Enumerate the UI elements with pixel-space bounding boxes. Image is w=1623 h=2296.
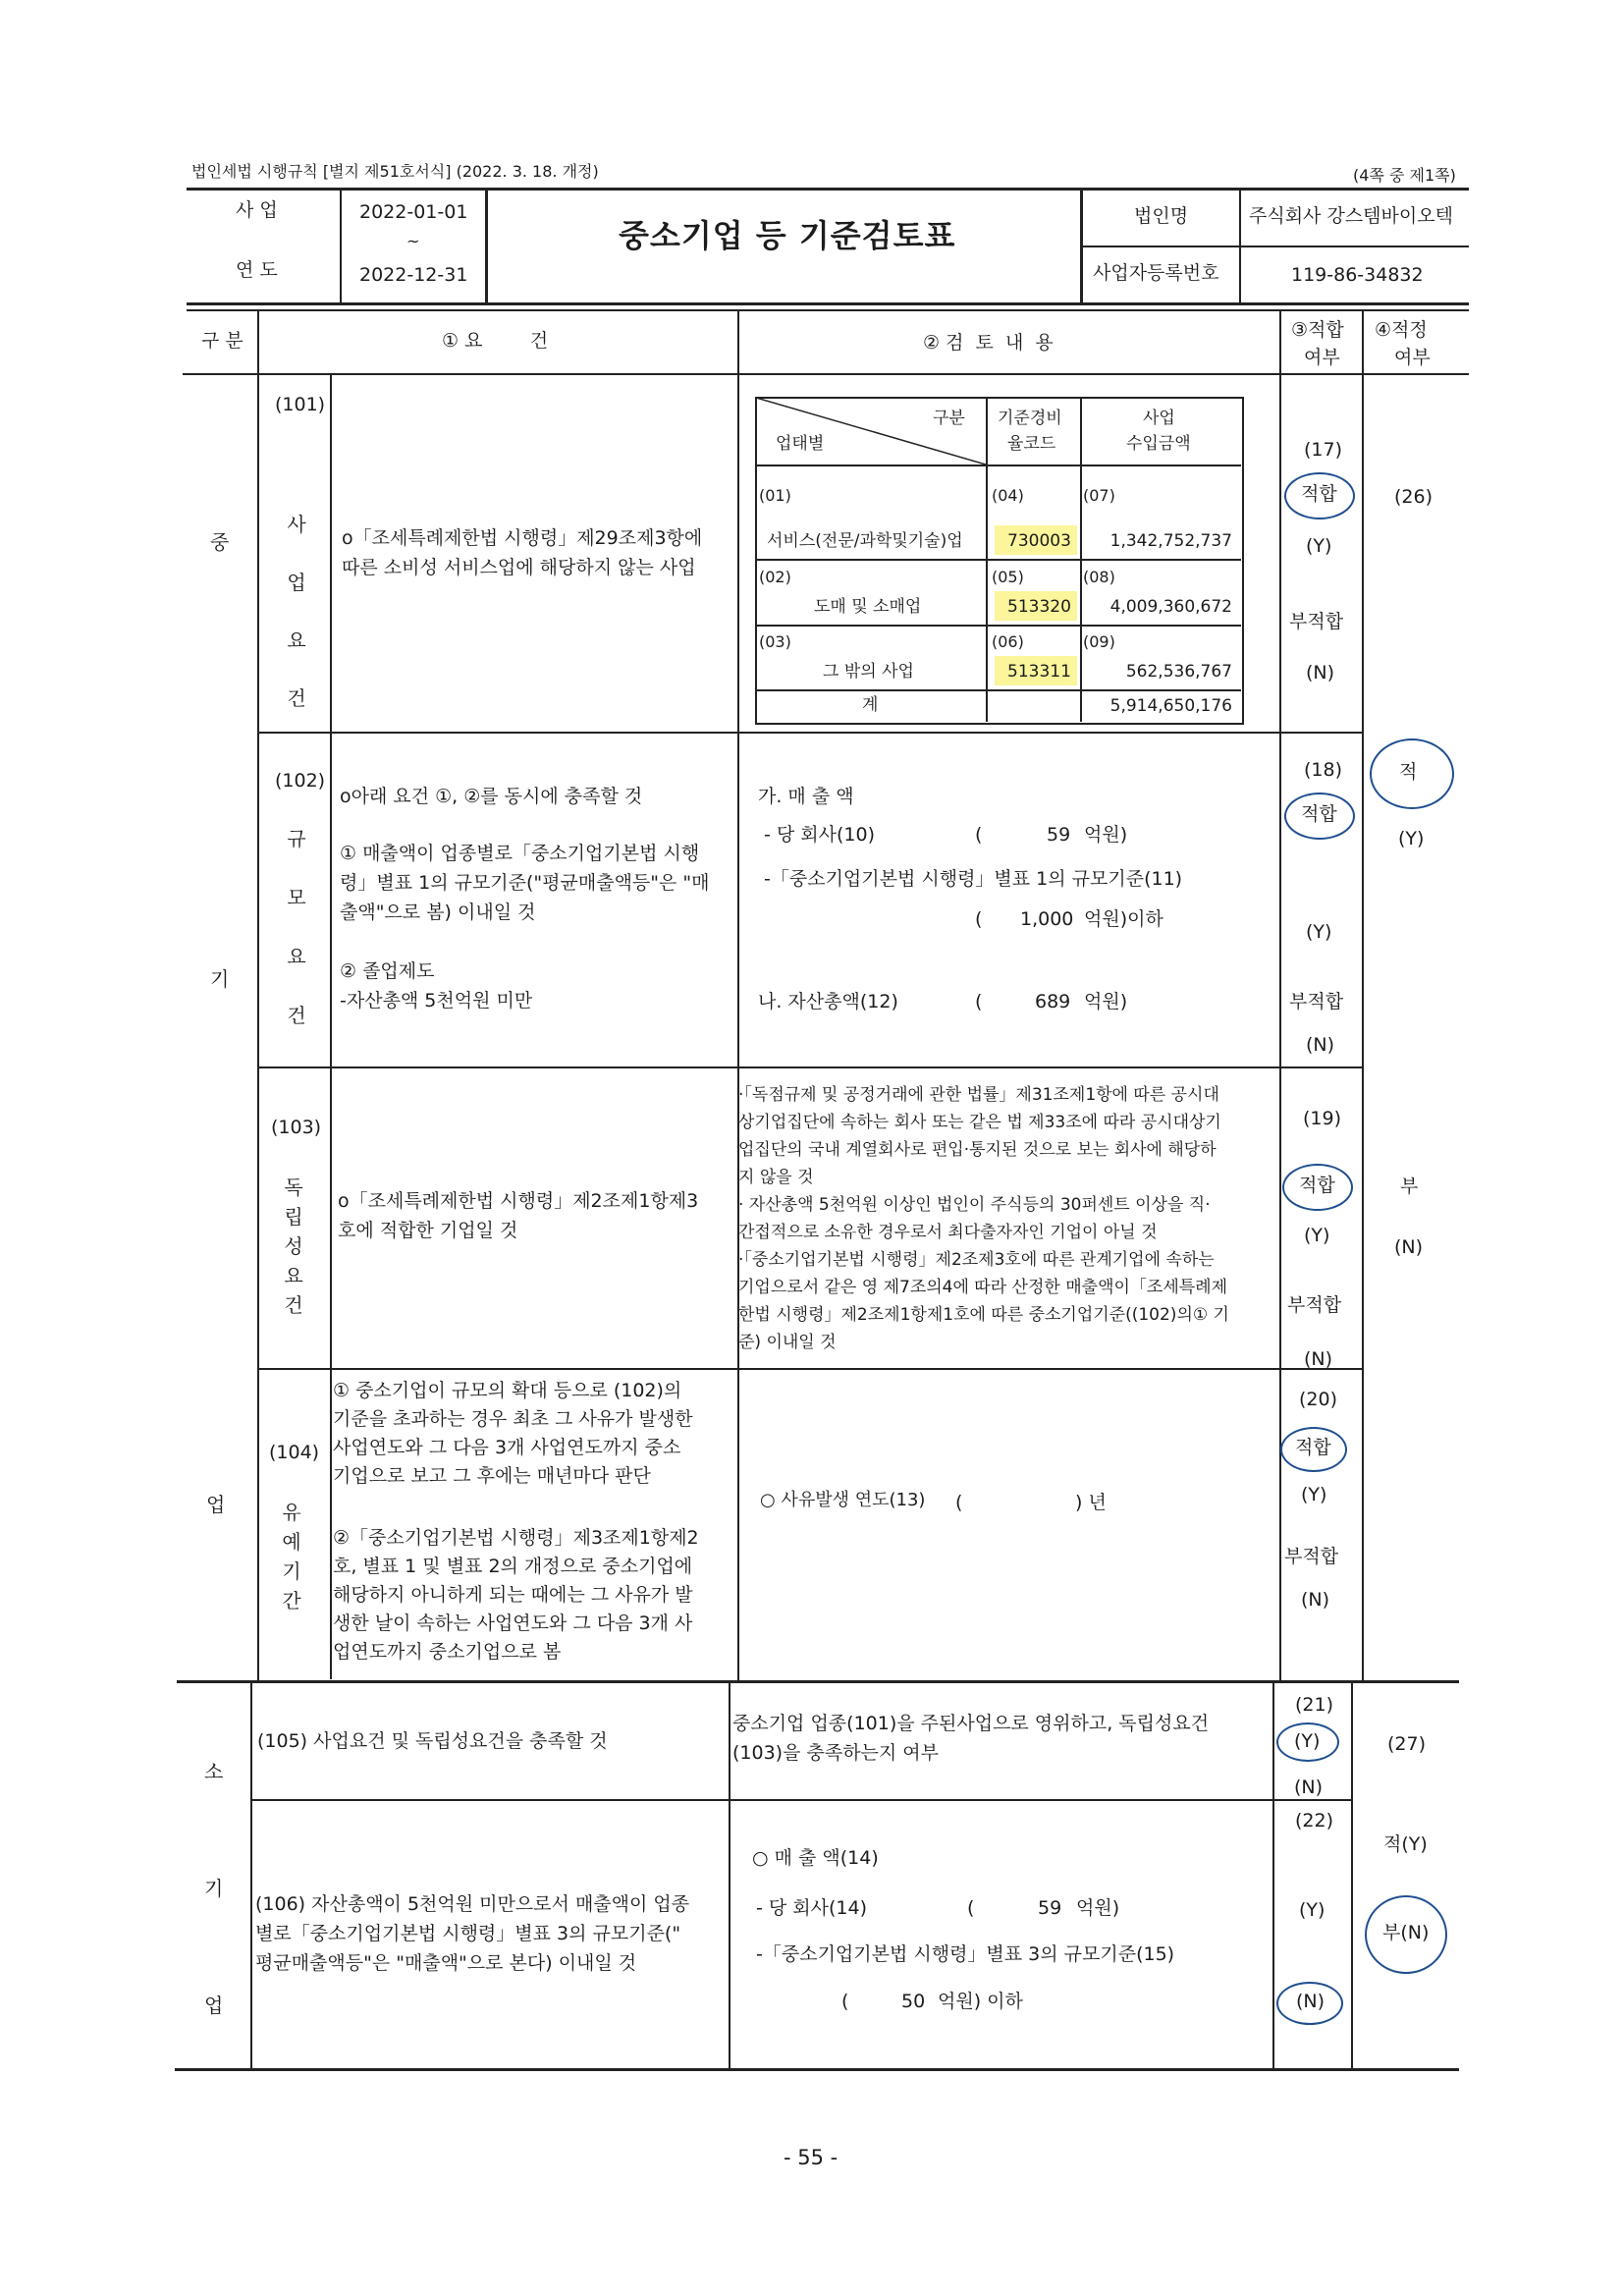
r103-fit-code: (19) (1303, 1108, 1342, 1129)
r102-proper-y: (Y) (1398, 828, 1425, 849)
r102-unfit: 부적합 (1289, 991, 1344, 1012)
tbl-col2a: 기준경비 (998, 409, 1062, 428)
r102-c-a: 가. 매 출 액 (758, 786, 854, 807)
r102-code: (102) (275, 770, 326, 792)
r106-c-1: - 당 회사(14) (756, 1897, 867, 1919)
r105-fit-n: (N) (1294, 1777, 1324, 1798)
r102-proper: 적 (1399, 761, 1418, 783)
r102-req-2: ② 졸업제도 -자산총액 5천억원 미만 (340, 960, 533, 1011)
r104-fit-code: (20) (1299, 1389, 1338, 1410)
r102-req-1: ① 매출액이 업종별로「중소기업기본법 시행 령」별표 1의 규모기준("평균매출액등"은 "매 출액"으로 봄) 이내일 것 (340, 843, 710, 923)
page-number: - 55 - (784, 2146, 839, 2169)
side-small-2: 기 (204, 1877, 224, 1900)
r101-fit: 적합 (1301, 483, 1337, 505)
r102-c-a2: -「중소기업기본법 시행령」별표 1의 규모기준(11) (764, 868, 1183, 890)
r106-c-title: ○ 매 출 액(14) (752, 1847, 879, 1869)
col-content: ② 검 토 내 용 (923, 332, 1054, 354)
r102-unfit-n: (N) (1306, 1034, 1335, 1056)
r105-requirement: (105) 사업요건 및 독립성요건을 충족할 것 (257, 1730, 608, 1752)
r103-proper: 부 (1400, 1175, 1419, 1197)
r102-c-b: 나. 자산총액(12) (758, 991, 898, 1012)
r102-label: 규 모 요 건 (287, 827, 306, 1027)
period-label-2: 연 도 (236, 259, 278, 281)
period-from: 2022-01-01 (359, 201, 468, 223)
form-title: 중소기업 등 기준검토표 (619, 217, 956, 254)
r102-fit-y: (Y) (1306, 921, 1332, 943)
r106-fit-y: (Y) (1299, 1899, 1325, 1921)
r105-fit-y: (Y) (1294, 1730, 1321, 1752)
col-gubun: 구 분 (201, 330, 243, 352)
r106-c-2: -「중소기업기본법 시행령」별표 3의 규모기준(15) (756, 1943, 1175, 1965)
r103-unfit: 부적합 (1287, 1294, 1342, 1316)
r104-fit-y: (Y) (1301, 1484, 1327, 1505)
r103-code: (103) (271, 1117, 322, 1138)
tbl-col3b: 수입금액 (1126, 434, 1191, 454)
r101-proper-code: (26) (1394, 486, 1434, 508)
r103-unfit-n: (N) (1304, 1348, 1333, 1370)
r103-fit: 적합 (1299, 1175, 1335, 1196)
r106-c-1-val: 59 (1038, 1897, 1062, 1919)
r102-fit-code: (18) (1304, 759, 1343, 781)
r101-unfit: 부적합 (1289, 611, 1344, 632)
period-label-1: 사 업 (236, 199, 278, 221)
corp-name-label: 법인명 (1134, 205, 1189, 227)
side-sme-3: 업 (206, 1493, 226, 1516)
r101-fit-code: (17) (1304, 439, 1343, 461)
tbl-upte: 업태별 (776, 434, 825, 454)
r102-c-a1: - 당 회사(10) (764, 824, 875, 846)
r106-fit-code: (22) (1295, 1810, 1334, 1831)
side-sme-1: 중 (210, 530, 230, 554)
r104-unfit: 부적합 (1284, 1546, 1339, 1567)
side-small-3: 업 (204, 1994, 224, 2017)
col-proper-2: 여부 (1394, 347, 1431, 368)
r104-fit: 적합 (1295, 1437, 1331, 1458)
tbl-col2b: 율코드 (1007, 434, 1056, 454)
tbl-total-label: 계 (862, 695, 879, 715)
r105-content: 중소기업 업종(101)을 주된사업으로 영위하고, 독립성요건 (103)을 충족하는지 여부 (732, 1713, 1210, 1764)
r101-label: 사 업 요 건 (287, 513, 306, 710)
r106-proper-n: 부(N) (1382, 1922, 1430, 1943)
period-to: 2022-12-31 (359, 264, 468, 286)
form-reference: 법인세법 시행규칙 [별지 제51호서식] (2022. 3. 18. 개정) (191, 162, 599, 181)
col-fit-2: 여부 (1304, 347, 1340, 368)
r105-fit-code: (21) (1295, 1694, 1334, 1716)
reg-no: 119-86-34832 (1291, 264, 1424, 286)
r103-requirement: o「조세특례제한법 시행령」제2조제1항제3 호에 적합한 기업일 것 (338, 1190, 699, 1241)
r104-label: 유 예 기 간 (282, 1501, 301, 1613)
reg-no-label: 사업자등록번호 (1093, 262, 1219, 284)
r103-fit-y: (Y) (1304, 1225, 1330, 1246)
r104-code: (104) (269, 1442, 320, 1463)
r102-fit: 적합 (1301, 803, 1337, 825)
r106-proper-y: 적(Y) (1383, 1833, 1428, 1855)
r102-req-intro: o아래 요건 ①, ②를 동시에 충족할 것 (340, 786, 643, 807)
side-sme-2: 기 (210, 967, 230, 991)
r102-c-a1-val: 59 (1047, 824, 1071, 846)
r103-label: 독 립 성 요 건 (284, 1175, 303, 1317)
tbl-col3a: 사업 (1143, 409, 1175, 428)
r106-requirement: (106) 자산총액이 5천억원 미만으로서 매출액이 업종 별로「중소기업기본법 시행령」별표 3의 규모기준(" 평균매출액등"은 "매출액"으로 본다) 이내일 것 (255, 1893, 690, 1974)
r101-unfit-n: (N) (1306, 662, 1335, 683)
corp-name: 주식회사 강스템바이오텍 (1249, 205, 1453, 227)
col-yogeon: ① 요 건 (442, 330, 549, 352)
col-proper-1: ④적정 (1375, 319, 1428, 341)
r104-req-2: ②「중소기업기본법 시행령」제3조제1항제2 호, 별표 1 및 별표 2의 개정으로 중소기업에 해당하지 아니하게 되는 때에는 그 사유가 발 생한 날이 속하는 사업연도와 그 다음 3개 사 업연도까지 중소기업으로 봄 (333, 1527, 699, 1663)
period-tilde: ~ (406, 232, 420, 250)
r104-req-1: ① 중소기업이 규모의 확대 등으로 (102)의 기준을 초과하는 경우 최초 그 사유가 발생한 사업연도와 그 다음 3개 사업연도까지 중소 기업으로 보고 그 후에는 매년마다 판단 (333, 1380, 693, 1487)
r105-proper-code: (27) (1387, 1733, 1427, 1755)
r103-content: ·「독점규제 및 공정거래에 관한 법률」제31조제1항에 따른 공시대 상기업집단에 속하는 회사 또는 같은 법 제33조에 따라 공시대상기 업집단의 국내 계열회사로 편입·통지된 것으로 보는 회사에 해당하 지 않을 것 · 자산총액 5천억원 이상인 법인이 주식등의 30퍼센트 이상을 직· 간접적으로 소유한 경우로서 최다출자자인 기업이 아닐 것 ·「중소기업기본법 시행령」제2조제3호에 따른 관계기업에 속하는 기업으로서 같은 영 제7조의4에 따라 산정한 매출액이「조세특례제 한법 시행령」제2조제1항제1호에 따른 중소기업기준((102)의① 기 준) 이내일 것 (738, 1085, 1229, 1352)
r104-content: ○ 사유발생 연도(13) (760, 1490, 926, 1510)
r102-c-b-val: 689 (1035, 991, 1071, 1012)
r101-requirement: o「조세특례제한법 시행령」제29조제3항에 따른 소비성 서비스업에 해당하지 않는 사업 (342, 527, 703, 578)
r101-fit-y: (Y) (1306, 535, 1332, 557)
r102-c-a2-val: 1,000 (1020, 908, 1074, 930)
tbl-total: 5,914,650,176 (1109, 696, 1232, 716)
side-small-1: 소 (204, 1760, 224, 1783)
r101-code: (101) (275, 394, 326, 415)
tbl-gubun: 구분 (933, 409, 965, 428)
page-count: (4쪽 중 제1쪽) (1353, 166, 1456, 185)
r104-unfit-n: (N) (1301, 1589, 1330, 1611)
r106-c-2-val: 50 (901, 1991, 926, 2012)
r106-fit-n: (N) (1296, 1991, 1325, 2012)
r103-proper-n: (N) (1394, 1236, 1424, 1258)
col-fit-1: ③적합 (1291, 319, 1344, 341)
